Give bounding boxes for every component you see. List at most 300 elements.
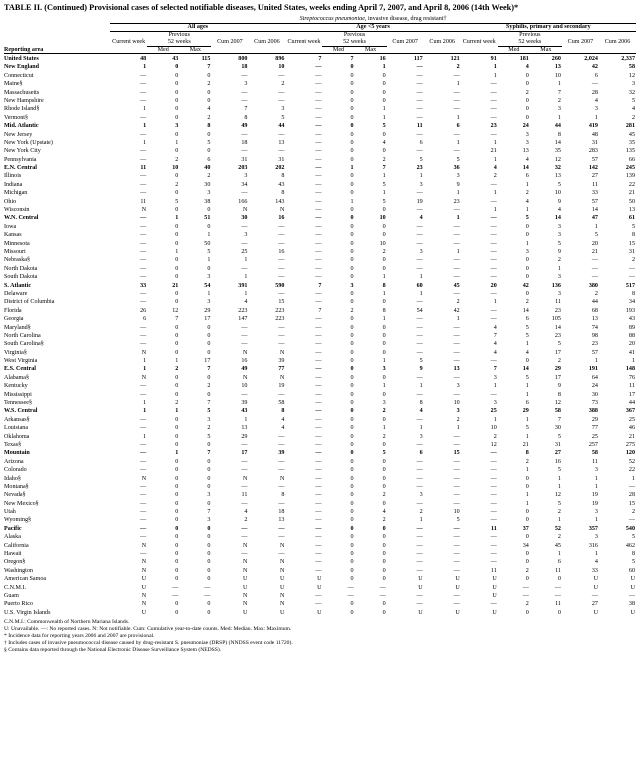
row-value: 46 <box>628 425 635 432</box>
row-value: 0 <box>350 609 354 616</box>
row-value: 2 <box>557 97 561 104</box>
row-value: N <box>243 349 248 356</box>
row-value: 24 <box>591 383 598 390</box>
row-value: 10 <box>379 240 386 247</box>
row-value: 17 <box>554 349 561 356</box>
row-value: 3 <box>456 173 460 180</box>
row-value: 24 <box>522 123 529 130</box>
row-value: 2 <box>594 290 598 297</box>
row-value: 66 <box>628 156 635 163</box>
row-value: 0 <box>207 374 211 381</box>
row-value: 0 <box>207 332 211 339</box>
row-value: 0 <box>350 441 354 448</box>
row-value: 3 <box>244 173 248 180</box>
row-value: — <box>416 416 423 423</box>
row-value: 0 <box>350 358 354 365</box>
row-value: 14 <box>554 215 561 222</box>
row-value: — <box>416 232 423 239</box>
row-value: — <box>278 324 285 331</box>
row-value: 5 <box>456 156 460 163</box>
row-value: N <box>141 542 147 549</box>
row-value: — <box>416 89 423 96</box>
row-value: 0 <box>382 81 386 88</box>
row-area-label: W.S. Central <box>4 408 38 415</box>
table-row <box>4 138 636 146</box>
row-value: — <box>140 299 147 306</box>
row-value: — <box>379 593 386 599</box>
row-value: 1 <box>594 223 598 230</box>
row-value: — <box>315 324 322 331</box>
row-value: 8 <box>382 307 386 314</box>
row-value: 16 <box>278 248 285 255</box>
row-value: 60 <box>628 567 635 574</box>
row-value: 1 <box>525 500 529 507</box>
row-area-label: Oklahoma <box>4 433 30 440</box>
row-value: 0 <box>207 601 211 608</box>
row-value: 0 <box>350 240 354 247</box>
row-value: 2 <box>207 81 211 88</box>
row-value: 10 <box>554 190 561 197</box>
row-value: 0 <box>175 467 179 474</box>
row-value: U <box>492 593 497 599</box>
row-area-label: South Carolina§ <box>4 341 44 348</box>
row-area-label: West Virginia <box>4 358 38 365</box>
row-value: N <box>280 374 285 381</box>
row-value: 0 <box>175 374 179 381</box>
row-value: 2 <box>382 408 386 415</box>
row-value: 517 <box>625 282 635 289</box>
row-value: 3 <box>594 467 598 474</box>
row-value: — <box>315 416 322 423</box>
row-area-label: S. Atlantic <box>4 282 32 289</box>
row-value: 41 <box>628 349 635 356</box>
row-value: 0 <box>382 232 386 239</box>
row-value: 590 <box>275 282 285 289</box>
row-value: 0 <box>350 223 354 230</box>
med-label-1: Med <box>157 46 169 53</box>
row-value: — <box>315 593 322 599</box>
row-value: 1 <box>143 433 147 440</box>
row-value: — <box>591 593 598 599</box>
row-value: 16 <box>554 458 561 465</box>
row-value: — <box>140 450 147 457</box>
row-value: 2 <box>175 156 179 163</box>
row-value: — <box>140 240 147 247</box>
row-value: 540 <box>625 525 635 532</box>
row-value: 0 <box>350 64 354 71</box>
row-value: 0 <box>350 517 354 524</box>
row-value: — <box>315 500 322 507</box>
row-value: — <box>453 341 460 348</box>
row-value: 68 <box>591 307 598 314</box>
row-value: N <box>280 559 285 566</box>
row-value: — <box>315 165 322 172</box>
row-value: U <box>243 584 248 591</box>
row-value: 8 <box>557 391 561 398</box>
weeks-label-1: 52 weeks <box>147 39 211 46</box>
row-value: 10 <box>453 400 460 407</box>
row-value: 1 <box>175 358 179 365</box>
row-value: 7 <box>318 56 322 62</box>
row-value: 1 <box>382 383 386 390</box>
row-value: 8 <box>281 492 285 499</box>
row-value: — <box>140 131 147 138</box>
row-value: 357 <box>588 525 598 532</box>
table-row <box>4 508 636 516</box>
row-value: — <box>140 148 147 155</box>
row-value: 44 <box>628 400 635 407</box>
row-area-label: Ohio <box>4 198 17 205</box>
row-value: — <box>416 97 423 104</box>
row-value: 1 <box>175 408 179 415</box>
row-area-label: District of Columbia <box>4 299 55 306</box>
row-value: 3 <box>419 248 423 255</box>
cum2007-label-3: Cum 2007 <box>567 39 594 46</box>
row-value: 3 <box>557 290 561 297</box>
row-value: 5 <box>525 324 529 331</box>
row-value: 0 <box>350 483 354 490</box>
row-value: 0 <box>382 265 386 272</box>
row-value: 60 <box>416 282 423 289</box>
row-value: 1 <box>143 408 147 415</box>
row-value: 11 <box>555 601 561 608</box>
row-value: 0 <box>525 534 529 541</box>
row-value: 0 <box>382 441 386 448</box>
row-value: — <box>315 559 322 566</box>
row-value: 0 <box>382 534 386 541</box>
row-value: — <box>416 593 423 599</box>
row-value: 388 <box>588 408 598 415</box>
row-value: — <box>241 190 248 197</box>
row-value: 5 <box>456 517 460 524</box>
row-value: — <box>416 458 423 465</box>
row-value: 11 <box>592 458 598 465</box>
row-value: 0 <box>207 576 211 583</box>
row-value: 1 <box>493 207 497 214</box>
row-area-label: Vermont§ <box>4 114 29 121</box>
row-value: 1 <box>594 517 598 524</box>
row-value: 42 <box>522 282 529 289</box>
row-value: 148 <box>625 366 635 373</box>
row-value: 0 <box>525 106 529 113</box>
row-value: 0 <box>350 391 354 398</box>
table-row <box>4 440 636 448</box>
table-header-subcols <box>4 46 636 54</box>
row-value: — <box>522 584 529 591</box>
row-value: 6 <box>557 559 561 566</box>
row-value: U <box>455 609 460 616</box>
row-value: U <box>280 584 285 591</box>
row-value: — <box>347 593 354 599</box>
row-value: 0 <box>207 567 211 574</box>
row-value: 7 <box>493 332 497 339</box>
row-value: 3 <box>350 282 354 289</box>
row-value: 1 <box>525 181 529 188</box>
row-value: 0 <box>350 467 354 474</box>
table-row <box>4 180 636 188</box>
row-value: — <box>278 232 285 239</box>
row-value: 0 <box>207 559 211 566</box>
row-value: 2,024 <box>584 56 598 62</box>
row-value: — <box>453 106 460 113</box>
row-value: 0 <box>175 223 179 230</box>
row-area-label: C.N.M.I. <box>4 584 27 591</box>
row-area-label: Illinois <box>4 173 22 180</box>
table-row <box>4 205 636 213</box>
row-value: 8 <box>419 400 423 407</box>
row-value: 1 <box>557 265 561 272</box>
row-value: — <box>416 114 423 121</box>
row-value: 29 <box>554 366 561 373</box>
row-value: 1 <box>594 114 598 121</box>
row-value: — <box>453 358 460 365</box>
row-value: — <box>278 341 285 348</box>
row-value: 10 <box>453 509 460 516</box>
row-value: 1 <box>525 467 529 474</box>
row-area-label: Alaska <box>4 534 21 541</box>
row-value: 0 <box>525 81 529 88</box>
row-value: 23 <box>591 341 598 348</box>
row-value: 48 <box>140 56 147 62</box>
row-value: 2 <box>525 89 529 96</box>
row-value: U <box>280 576 285 583</box>
table-row <box>4 306 636 314</box>
row-value: — <box>490 467 497 474</box>
row-value: 3 <box>207 299 211 306</box>
row-value: 4 <box>557 207 561 214</box>
row-value: 5 <box>207 433 211 440</box>
row-value: 0 <box>207 131 211 138</box>
row-value: 27 <box>591 173 598 180</box>
row-value: 50 <box>204 240 211 247</box>
row-value: 1 <box>143 106 147 113</box>
table-row <box>4 264 636 272</box>
row-value: 6 <box>143 316 147 323</box>
row-value: 12 <box>490 441 497 448</box>
cum-spacer-1 <box>211 46 248 54</box>
row-value: — <box>315 274 322 281</box>
row-value: — <box>315 198 322 205</box>
row-value: — <box>140 114 147 121</box>
row-value: 2 <box>175 181 179 188</box>
row-value: N <box>243 601 248 608</box>
row-value: 0 <box>175 609 179 616</box>
row-value: 0 <box>175 458 179 465</box>
row-value: — <box>490 559 497 566</box>
row-value: — <box>453 290 460 297</box>
row-value: 0 <box>350 492 354 499</box>
row-value: 2 <box>456 299 460 306</box>
row-value: — <box>315 509 322 516</box>
row-value: 203 <box>238 165 248 172</box>
row-value: 0 <box>382 475 386 482</box>
row-value: — <box>315 257 322 264</box>
row-value: 1 <box>557 114 561 121</box>
row-value: — <box>140 181 147 188</box>
row-value: — <box>315 542 322 549</box>
row-value: 8 <box>281 173 285 180</box>
row-value: 0 <box>175 551 179 558</box>
row-value: 8 <box>631 232 635 239</box>
row-area-label: Louisiana <box>4 425 29 432</box>
table-row <box>4 298 636 306</box>
row-value: 25 <box>628 416 635 423</box>
row-value: 16 <box>278 215 285 222</box>
row-value: 2 <box>382 248 386 255</box>
row-value: 0 <box>175 274 179 281</box>
row-value: 0 <box>207 542 211 549</box>
page-title: TABLE II. (Continued) Provisional cases of selected notifiable diseases, United States, weeks ending April 7, 2007, and April 8, 2006 (14th Week)* <box>4 3 519 12</box>
row-value: — <box>490 316 497 323</box>
row-value: 1 <box>175 139 179 146</box>
row-value: 0 <box>382 148 386 155</box>
row-value: 1 <box>525 383 529 390</box>
row-value: — <box>416 324 423 331</box>
row-value: 3 <box>244 81 248 88</box>
row-value: 1 <box>456 190 460 197</box>
row-value: 6 <box>419 450 423 457</box>
row-value: 896 <box>275 56 285 62</box>
row-value: 0 <box>207 349 211 356</box>
row-value: 7 <box>382 165 386 172</box>
row-value: 13 <box>241 425 248 432</box>
row-value: 73 <box>591 400 598 407</box>
row-value: — <box>278 483 285 490</box>
row-area-label: E.S. Central <box>4 366 36 373</box>
row-value: 0 <box>525 551 529 558</box>
row-value: — <box>416 106 423 113</box>
row-value: 3 <box>525 131 529 138</box>
row-value: — <box>453 551 460 558</box>
row-value: — <box>315 265 322 272</box>
row-value: — <box>490 601 497 608</box>
row-value: 4 <box>419 408 423 415</box>
row-value: 0 <box>175 257 179 264</box>
row-value: 5 <box>525 425 529 432</box>
row-value: 0 <box>350 450 354 457</box>
table-row <box>4 424 636 432</box>
row-value: — <box>416 542 423 549</box>
row-value: 37 <box>522 525 529 532</box>
table-row <box>4 63 636 71</box>
row-value: 8 <box>281 190 285 197</box>
row-value: 5 <box>382 123 386 130</box>
row-area-label: South Dakota <box>4 274 38 281</box>
row-area-label: Massachusetts <box>4 89 40 96</box>
row-value: — <box>315 232 322 239</box>
row-area-label: Arkansas§ <box>4 416 30 423</box>
row-value: 0 <box>350 567 354 574</box>
row-value: 43 <box>628 316 635 323</box>
row-value: 19 <box>278 383 285 390</box>
row-value: 1 <box>456 215 460 222</box>
row-value: 29 <box>591 416 598 423</box>
row-value: 6 <box>525 316 529 323</box>
table-row <box>4 415 636 423</box>
row-value: 2 <box>631 509 635 516</box>
row-value: 5 <box>419 156 423 163</box>
row-value: 0 <box>207 97 211 104</box>
row-value: 0 <box>382 97 386 104</box>
row-value: 10 <box>278 64 285 71</box>
row-value: 44 <box>278 123 285 130</box>
row-value: 0 <box>350 131 354 138</box>
row-value: 0 <box>382 72 386 79</box>
row-value: 18 <box>241 64 248 71</box>
row-value: 0 <box>175 232 179 239</box>
row-value: — <box>416 391 423 398</box>
row-value: 58 <box>591 450 598 457</box>
row-value: 14 <box>554 324 561 331</box>
row-value: 11 <box>490 567 497 574</box>
row-value: — <box>315 248 322 255</box>
row-value: U <box>418 576 423 583</box>
row-value: 1 <box>143 366 147 373</box>
row-value: — <box>416 148 423 155</box>
row-value: — <box>490 274 497 281</box>
row-value: 39 <box>241 400 248 407</box>
row-value: 121 <box>450 56 460 62</box>
row-value: 44 <box>591 299 598 306</box>
row-value: — <box>453 483 460 490</box>
row-value: — <box>453 391 460 398</box>
row-value: — <box>315 223 322 230</box>
row-value: 58 <box>554 408 561 415</box>
row-value: 0 <box>175 576 179 583</box>
row-value: 1 <box>382 316 386 323</box>
row-value: — <box>140 467 147 474</box>
max-label-2: Max <box>365 46 377 53</box>
row-area-label: Wisconsin <box>4 207 30 214</box>
row-value: 2 <box>525 567 529 574</box>
row-value: 0 <box>175 72 179 79</box>
row-value: 2 <box>525 458 529 465</box>
row-value: U <box>455 576 460 583</box>
row-value: — <box>453 475 460 482</box>
row-value: — <box>140 492 147 499</box>
row-value: — <box>453 500 460 507</box>
row-value: U <box>243 576 248 583</box>
row-value: — <box>490 500 497 507</box>
row-value: 0 <box>207 467 211 474</box>
table-row <box>4 549 636 557</box>
row-value: 181 <box>519 56 529 62</box>
row-area-label: Rhode Island§ <box>4 106 40 113</box>
row-value: 11 <box>490 525 497 532</box>
row-value: 21 <box>591 248 598 255</box>
row-value: — <box>554 584 561 591</box>
row-value: 0 <box>207 551 211 558</box>
row-value: 2 <box>382 492 386 499</box>
cum2007-label-2: Cum 2007 <box>392 39 418 46</box>
row-value: — <box>140 391 147 398</box>
row-value: — <box>241 341 248 348</box>
row-value: — <box>241 223 248 230</box>
row-value: 0 <box>382 89 386 96</box>
row-value: 419 <box>588 123 598 130</box>
table-row <box>4 331 636 339</box>
max-label-1: Max <box>189 46 201 53</box>
row-value: — <box>241 131 248 138</box>
cum2006-label-1: Cum 2006 <box>254 39 280 46</box>
row-value: — <box>453 223 460 230</box>
row-value: 142 <box>588 165 598 172</box>
row-value: 136 <box>551 282 561 289</box>
row-value: 3 <box>557 232 561 239</box>
row-value: — <box>490 492 497 499</box>
row-value: 38 <box>628 601 635 608</box>
row-value: 3 <box>456 383 460 390</box>
